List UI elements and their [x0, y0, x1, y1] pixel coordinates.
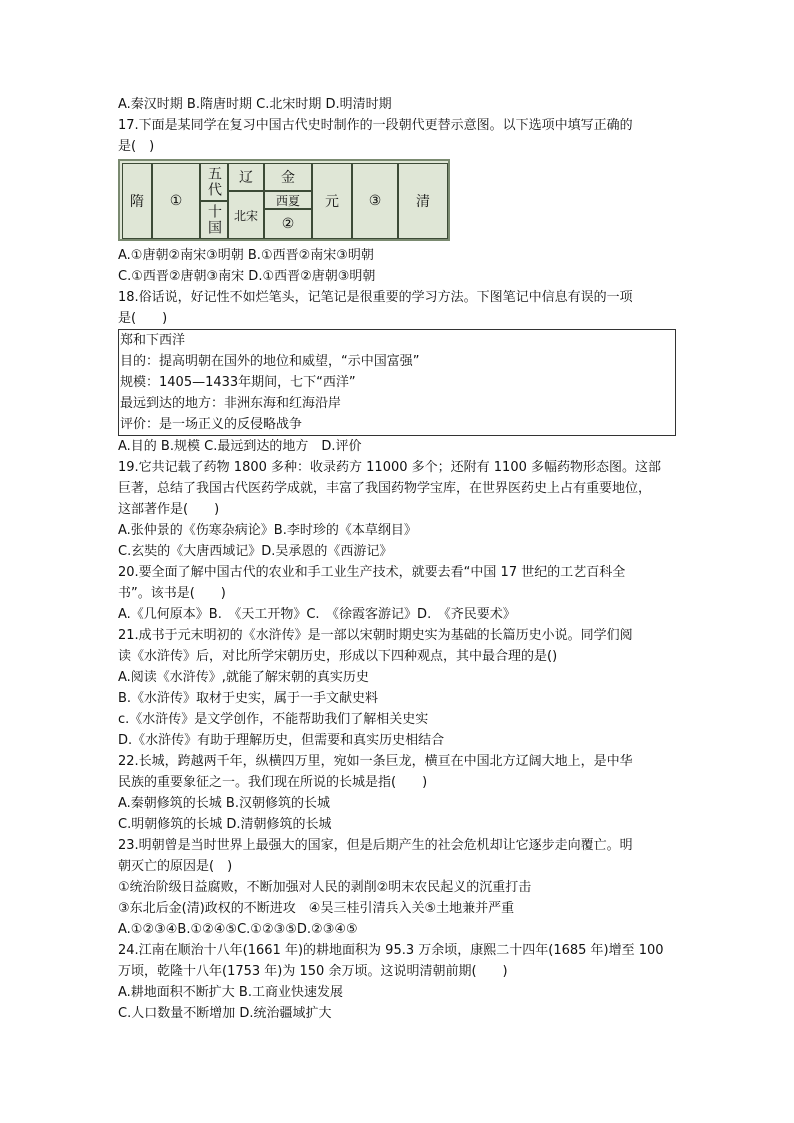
q20-options: A.《几何原本》B. 《天工开物》C. 《徐霞客游记》D. 《齐民要术》	[118, 607, 516, 622]
q22-options-line2: C.明朝修筑的长城 D.清朝修筑的长城	[118, 817, 332, 832]
q24-options-line1: A.耕地面积不断扩大 B.工商业快速发展	[118, 985, 343, 1000]
note-title: 郑和下西洋	[120, 333, 186, 348]
q21-option-c: c.《水浒传》是文学创作，不能帮助我们了解相关史实	[118, 712, 429, 727]
zhenghe-note-box	[118, 329, 676, 436]
dynasty-liao: 辽	[228, 163, 264, 191]
q23-stem-line2: 朝灭亡的原因是( )	[118, 859, 233, 874]
q19-options-line1: A.张仲景的《伤寒杂病论》B.李时珍的《本草纲目》	[118, 523, 417, 538]
q24-options-line2: C.人口数量不断增加 D.统治疆域扩大	[118, 1006, 332, 1021]
dynasty-blank-3: ③	[352, 163, 398, 239]
dynasty-wudai-label: 五代	[206, 166, 222, 198]
q21-stem-line2: 读《水浒传》后，对比所学宋朝历史，形成以下四种观点，其中最合理的是()	[118, 649, 558, 664]
q18-stem-line2: 是( )	[118, 311, 168, 326]
note-purpose: 目的：提高明朝在国外的地位和威望，“示中国富强”	[120, 354, 420, 369]
q18-options: A.目的 B.规模 C.最远到达的地方 D.评价	[118, 439, 362, 454]
note-evaluation: 评价：是一场正义的反侵略战争	[120, 417, 303, 432]
q18-stem-line1: 18.俗话说，好记性不如烂笔头，记笔记是很重要的学习方法。下图笔记中信息有误的一项	[118, 290, 633, 305]
dynasty-jin: 金	[264, 163, 312, 191]
q21-option-d: D.《水浒传》有助于理解历史，但需要和真实历史相结合	[118, 733, 445, 748]
note-scale: 规模：1405—1433年期间，七下“西洋”	[120, 375, 356, 390]
q21-option-a: A.阅读《水浒传》,就能了解宋朝的真实历史	[118, 670, 369, 685]
q23-options: A.①②③④B.①②④⑤C.①②③⑤D.②③④⑤	[118, 922, 358, 937]
dynasty-sui: 隋	[122, 163, 152, 239]
dynasty-shiguo	[200, 201, 228, 239]
dynasty-wudai	[200, 163, 228, 201]
q16-options: A.秦汉时期 B.隋唐时期 C.北宋时期 D.明清时期	[118, 97, 392, 112]
q19-stem-line2: 巨著，总结了我国古代医药学成就，丰富了我国药物学宝库，在世界医药史上占有重要地位，	[118, 481, 652, 496]
dynasty-blank-2: ②	[264, 209, 312, 239]
q17-stem-line2: 是( )	[118, 139, 155, 154]
q23-items-line1: ①统治阶级日益腐败，不断加强对人民的剥削②明末农民起义的沉重打击	[118, 880, 532, 895]
q23-items-line2: ③东北后金(清)政权的不断进攻 ④吴三桂引清兵入关⑤土地兼并严重	[118, 901, 515, 916]
q19-stem-line3: 这部著作是( )	[118, 502, 220, 517]
q22-stem-line2: 民族的重要象征之一。我们现在所说的长城是指( )	[118, 775, 428, 790]
dynasty-qing: 清	[398, 163, 448, 239]
dynasty-shiguo-label: 十国	[206, 204, 222, 236]
q17-options-line2: C.①西晋②唐朝③南宋 D.①西晋②唐朝③明朝	[118, 269, 376, 284]
dynasty-xixia: 西夏	[264, 191, 312, 209]
q17-stem-line1: 17.下面是某同学在复习中国古代史时制作的一段朝代更替示意图。以下选项中填写正确的	[118, 118, 633, 133]
note-farthest: 最远到达的地方：非洲东海和红海沿岸	[120, 396, 342, 411]
exam-page	[118, 94, 678, 1024]
q23-stem-line1: 23.明朝曾是当时世界上最强大的国家，但是后期产生的社会危机却让它逐步走向覆亡。明	[118, 838, 633, 853]
q22-options-line1: A.秦朝修筑的长城 B.汉朝修筑的长城	[118, 796, 330, 811]
q19-stem-line1: 19.它共记载了药物 1800 多种：收录药方 11000 多个；还附有 1100 多幅药物形态图。这部	[118, 460, 661, 475]
q24-stem-line2: 万顷，乾隆十八年(1753 年)为 150 余万顷。这说明清朝前期( )	[118, 964, 508, 979]
dynasty-diagram	[118, 159, 450, 241]
q21-option-b: B.《水浒传》取材于史实，属于一手文献史料	[118, 691, 379, 706]
q21-stem-line1: 21.成书于元末明初的《水浒传》是一部以宋朝时期史实为基础的长篇历史小说。同学们阅	[118, 628, 633, 643]
q24-stem-line1: 24.江南在顺治十八年(1661 年)的耕地面积为 95.3 万余顷，康熙二十四年(1685 年)增至 100	[118, 943, 664, 958]
q20-stem-line2: 书”。该书是( )	[118, 586, 226, 601]
q17-options-line1: A.①唐朝②南宋③明朝 B.①西晋②南宋③明朝	[118, 248, 374, 263]
dynasty-yuan: 元	[312, 163, 352, 239]
dynasty-beisong: 北宋	[228, 191, 264, 239]
q22-stem-line1: 22.长城，跨越两千年，纵横四万里，宛如一条巨龙，横亘在中国北方辽阔大地上，是中华	[118, 754, 633, 769]
dynasty-blank-1: ①	[152, 163, 200, 239]
q20-stem-line1: 20.要全面了解中国古代的农业和手工业生产技术，就要去看“中国 17 世纪的工艺百科全	[118, 565, 626, 580]
q19-options-line2: C.玄奘的《大唐西域记》D.吴承恩的《西游记》	[118, 544, 393, 559]
